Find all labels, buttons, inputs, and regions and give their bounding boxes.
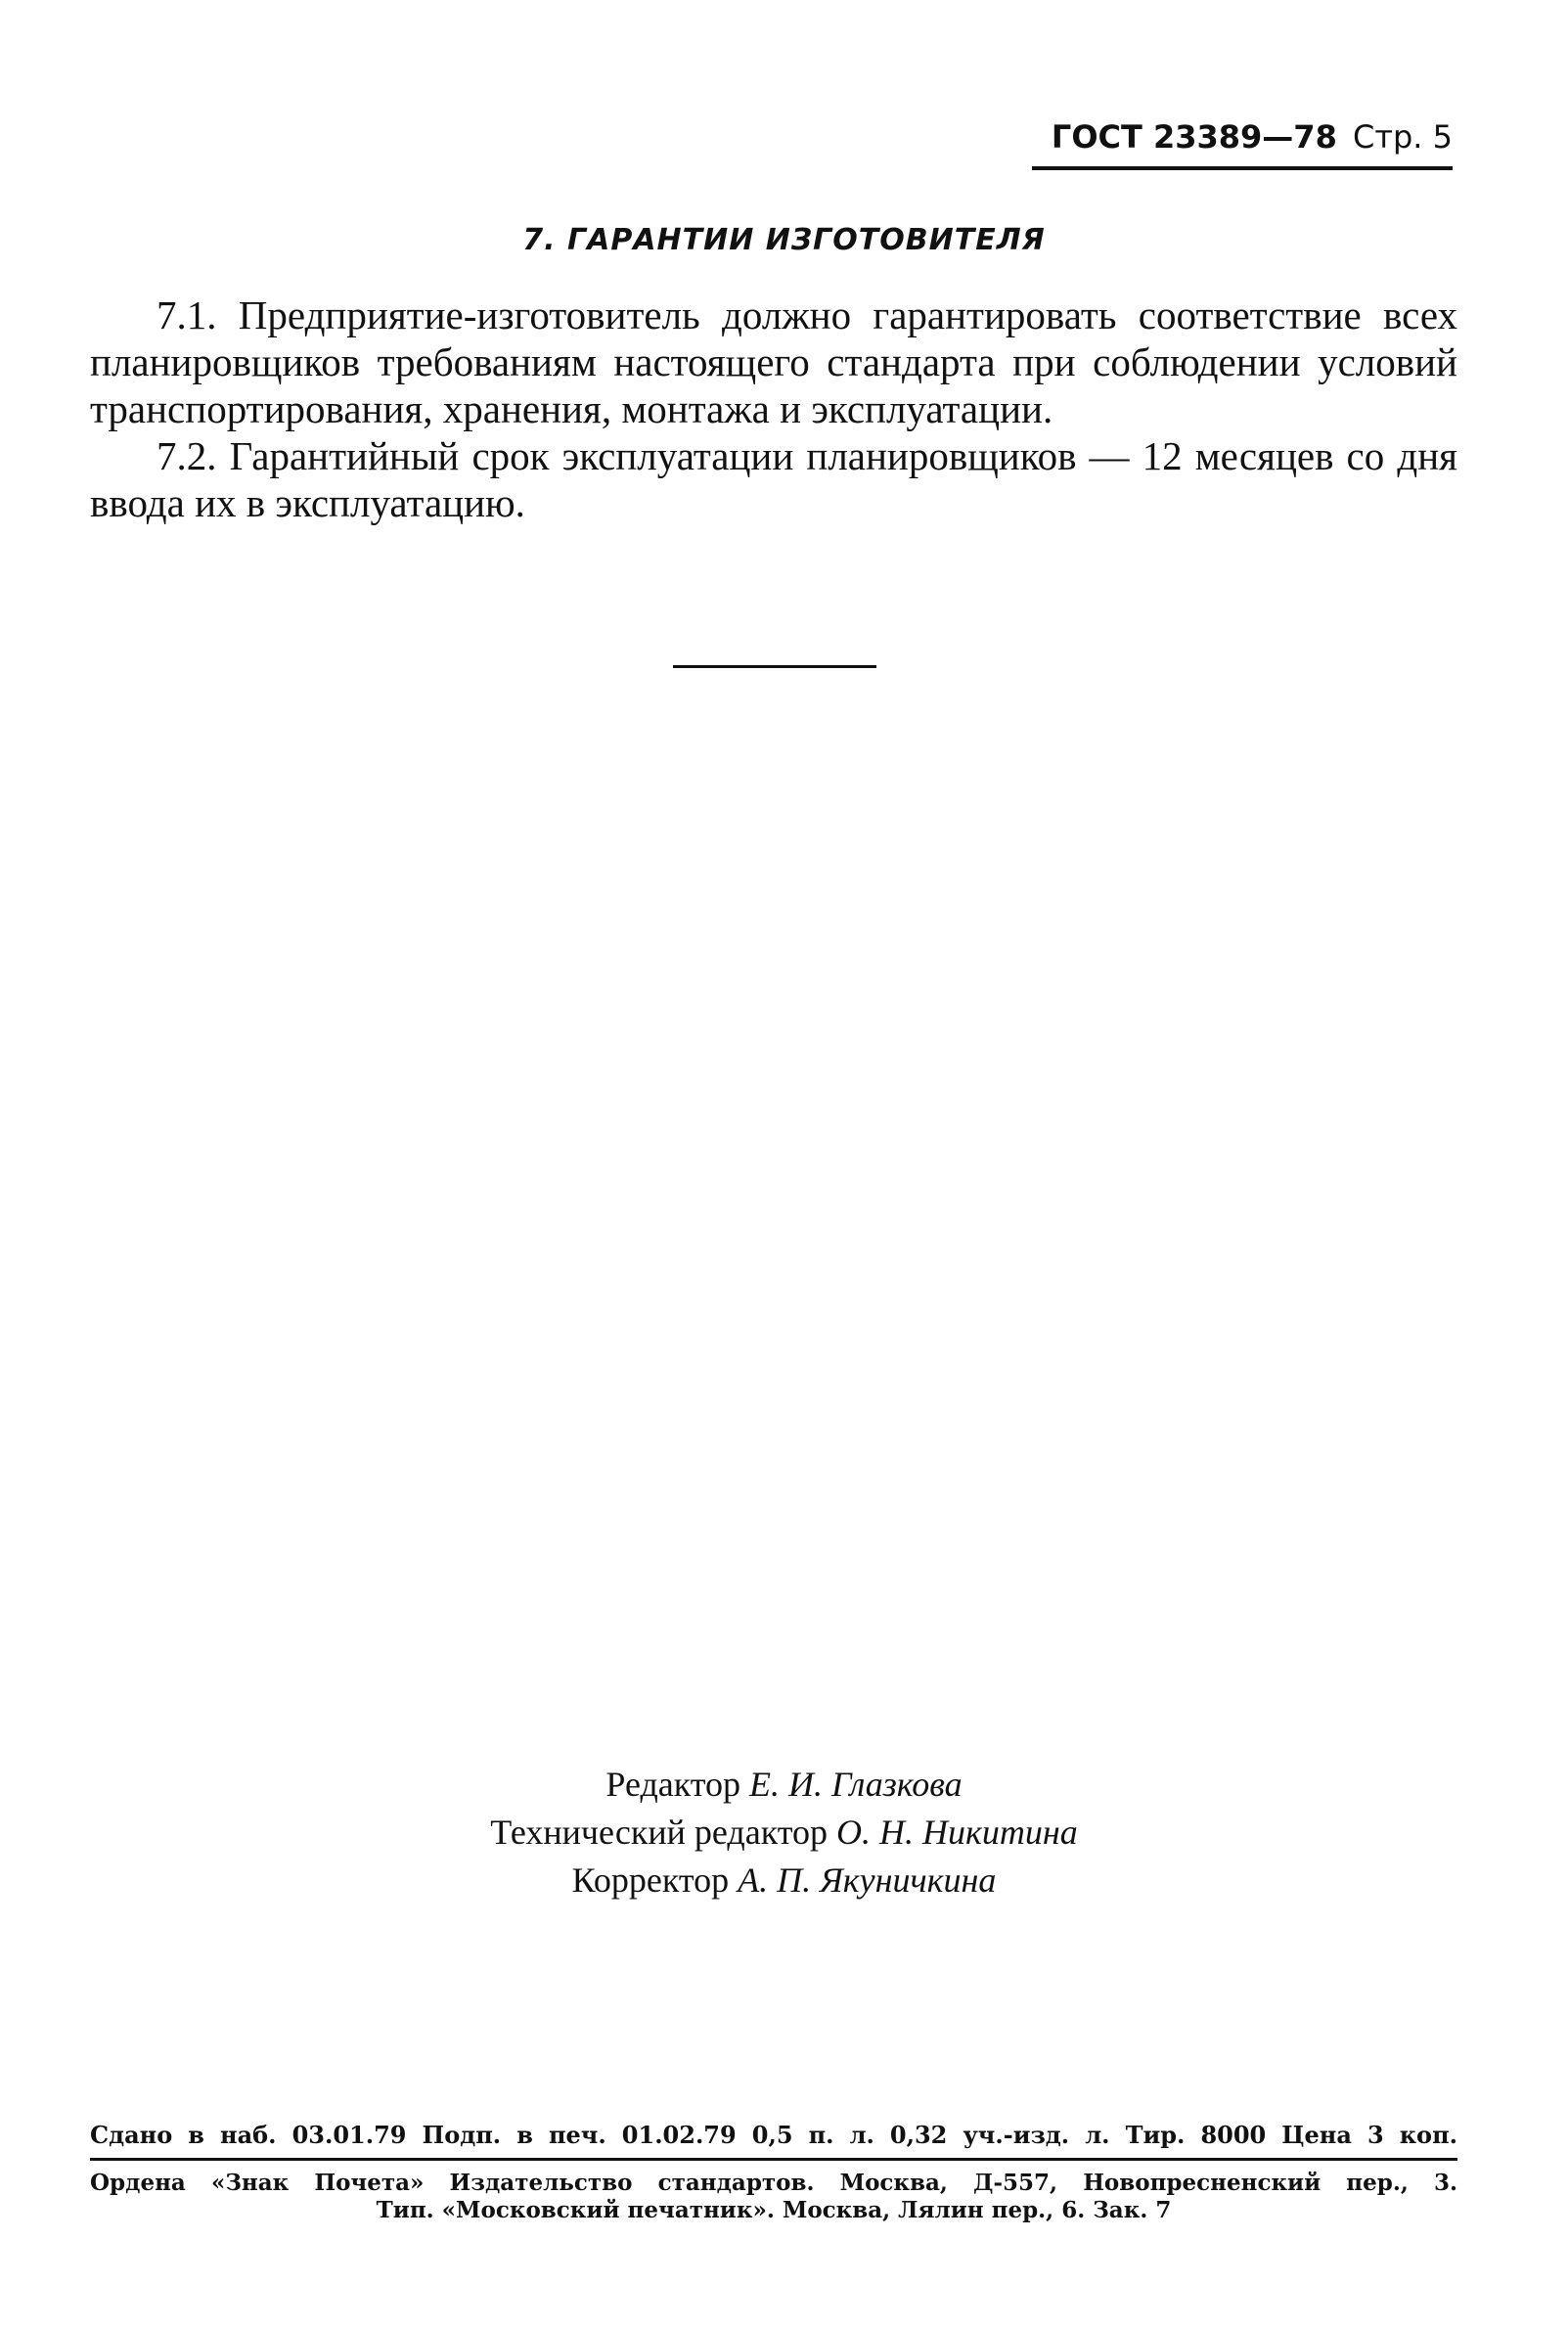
imprint-line: Сдано в наб. 03.01.79 Подп. в печ. 01.02.79 0,5 п. л. 0,32 уч.-изд. л. Тир. 8000 Цена 3 коп.	[90, 2121, 1457, 2149]
body-text	[90, 291, 1457, 526]
editor-name: Е. И. Глазкова	[749, 1765, 963, 1804]
imprint-divider	[90, 2158, 1457, 2161]
end-of-text-divider	[673, 665, 876, 668]
tech-editor-role: Технический редактор	[490, 1813, 828, 1852]
page-header	[1032, 117, 1453, 170]
section-title: 7. ГАРАНТИИ ИЗГОТОВИТЕЛЯ	[522, 223, 1046, 257]
corrector-name: А. П. Якуничкина	[738, 1860, 997, 1900]
paragraph-7-2: 7.2. Гарантийный срок эксплуатации планировщиков — 12 месяцев со дня ввода их в эксплуатацию.	[90, 433, 1457, 525]
credit-editor	[0, 1761, 1568, 1809]
credit-tech-editor	[0, 1809, 1568, 1857]
credits	[0, 1761, 1568, 1904]
credit-corrector	[0, 1857, 1568, 1904]
publisher-line: Ордена «Знак Почета» Издательство стандартов. Москва, Д-557, Новопресненский пер., 3.	[90, 2170, 1457, 2196]
corrector-role: Корректор	[571, 1860, 730, 1900]
paragraph-7-1: 7.1. Предприятие-изготовитель должно гарантировать соответствие всех планировщиков требованиям настоящего стандарта при соблюдении условий транспортирования, хранения, монтажа и эксплуатации.	[90, 292, 1457, 431]
publisher-info	[90, 2170, 1457, 2224]
tech-editor-name: О. Н. Никитина	[836, 1813, 1078, 1852]
editor-role: Редактор	[605, 1765, 741, 1804]
standard-number: ГОСТ 23389—78	[1051, 118, 1337, 156]
page-number: Стр. 5	[1353, 118, 1453, 156]
printer-line: Тип. «Московский печатник». Москва, Лялин пер., 6. Зак. 7	[376, 2197, 1172, 2223]
